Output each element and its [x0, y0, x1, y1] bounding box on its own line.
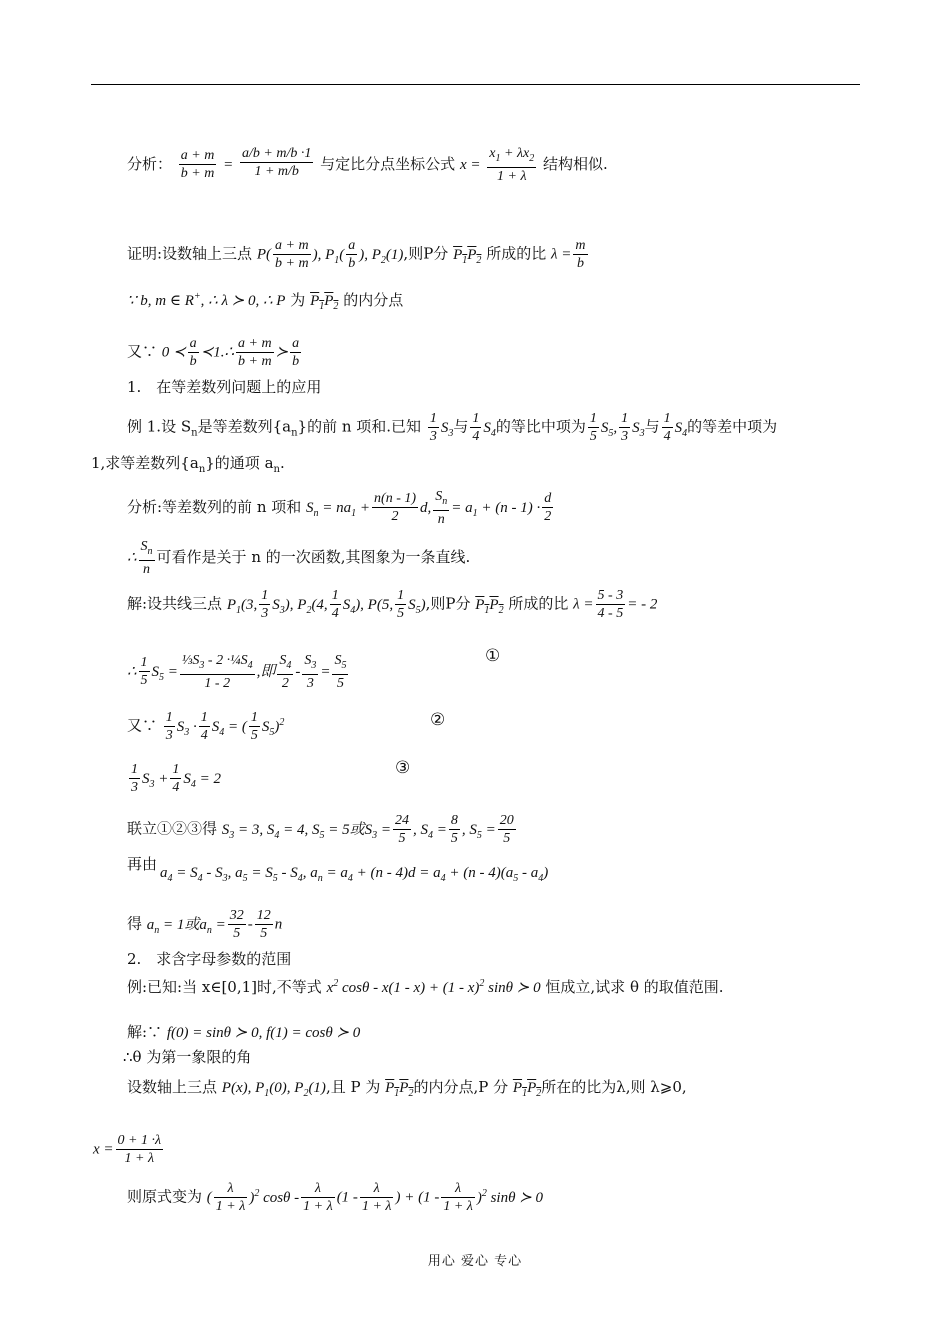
solution-line: 解:设共线三点 $P_1(3$, $\frac{1}{3}$ $S_3$), $P_2(4$, $\frac{1}{4}$ $S_4$), P(5, $\frac{1}{5}$ $S_5$),则P分 $P_1P_2$ 所成的比 λ = $\frac{5 - 3}{4 - 5}$ = - 2: [127, 588, 658, 621]
proof-line: 证明:设数轴上三点 P( $\frac{a + m}{b + m}$ ), $P_1$( $\frac{a}{b}$ ), $P_2(1)$,则P分 $P_1P_2$ 所成的比 λ = $\frac{m}{b}$: [127, 238, 586, 271]
then-formula: $a_4 = S_4 - S_3$, $a_5 = S_5 - S_4$, $a_n = a_4 + (n - 4)d = a_4 + (n - 4)(a_5 - a_4)$: [160, 865, 549, 884]
axis-points-line: 设数轴上三点 P(x), $P_1(0)$, $P_2(1)$,且 P 为 $P_1P_2$的内分点,P 分 $P_1P_2$所在的比为λ,则 λ⩾0,: [127, 1078, 687, 1099]
quadrant-line: ∴θ 为第一象限的角: [123, 1048, 252, 1066]
analysis-line-2: 分析:等差数列的前 n 项和 $S_n = na_1$ + $\frac{n(n - 1)}{2}$ d, $\frac{S_n}{n}$ = $a_1 + (n - 1)$ · $\frac{d}{2}$: [127, 489, 552, 527]
circled-2: ②: [430, 710, 446, 730]
circled-3: ③: [395, 758, 411, 778]
example-1-line-2: 1,求等差数列$\{a_n\}$的通项 $a_n$.: [91, 454, 285, 475]
equation-2: 又∵ $\frac{1}{3}$ $S_3$ · $\frac{1}{4}$ $S_4$ = ( $\frac{1}{5}$ $S_5)^2$: [127, 710, 285, 743]
also-line: 又∵ 0 ≺ $\frac{a}{b}$ ≺1.∴ $\frac{a + m}{b + m}$ ≻ $\frac{a}{b}$: [127, 336, 300, 369]
equation-3: $\frac{1}{3}$ $S_3$ + $\frac{1}{4}$ $S_4 = 2$: [131, 762, 221, 795]
result-line: 得 $a_n = 1$或$a_n$ = $\frac{32}{5}$ - $\frac{12}{5}$ n: [127, 908, 283, 941]
circled-1: ①: [485, 646, 501, 666]
example-2-line: 例:已知:当 x∈[0,1]时,不等式 $x^2$ cosθ - x(1 - x) + (1 - x)$^2$ sinθ ≻ 0 恒成立,试求 θ 的取值范围.: [127, 978, 724, 996]
section-1-title: 1. 在等差数列问题上的应用: [127, 378, 322, 396]
x-formula: x = $\frac{0 + 1 \cdot\lambda}{1 + \lambda}$: [93, 1133, 162, 1166]
since-line: ∵ b, m ∈ R+, ∴ λ ≻ 0, ∴ P 为 $P_1P_2$ 的内分点: [127, 291, 404, 312]
header-rule: [91, 84, 860, 85]
therefore-line: ∴ $\frac{S_n}{n}$ 可看作是关于 n 的一次函数,其图象为一条直线.: [127, 539, 471, 577]
solution-2-line: 解:∵ f(0) = sinθ ≻ 0, f(1) = cosθ ≻ 0: [127, 1023, 361, 1041]
equation-1: ∴ $\frac{1}{5}$ $S_5$ = $\frac{\frac{1}{3}S_3 - 2 \cdot\frac{1}{4}S_4}{1 - 2}$ ,即 $\frac{S_4}{2}$ - $\frac{S_3}{3}$ = $\frac{S_5}{5}$: [127, 653, 347, 691]
then-line: 再由: [127, 855, 158, 873]
final-line: 则原式变为 ( $\frac{\lambda}{1 + \lambda}$ )$^2$ cosθ - $\frac{\lambda}{1 + \lambda}$ (1 - $\frac{\lambda}{1 + \lambda}$ ) + (1 - $\frac{\lambda}{1 + \lambda}$ )$^2$ sinθ ≻ 0: [127, 1181, 544, 1214]
page-footer: 用心 爱心 专心: [427, 1254, 523, 1269]
simultaneous-line: 联立①②③得 $S_3 = 3$, $S_4 = 4$, $S_5 = 5$或$S_3$ = $\frac{24}{5}$ , $S_4$ = $\frac{8}{5}$ , $S_5$ = $\frac{20}{5}$: [127, 813, 514, 846]
analysis-line-1: 分析： $\frac{a + m}{b + m}$ = $\frac{a/b + m/b \cdot 1}{1 + m/b}$ 与定比分点坐标公式 x = $\frac{x_1 + \lambda x_2}{1 + \lambda}$ 结构相似.: [127, 146, 608, 184]
section-2-title: 2. 求含字母参数的范围: [127, 950, 292, 968]
example-1-line: 例 1.设 $S_n$是等差数列$\{a_n\}$的前 n 项和.已知 $\frac{1}{3}$ $S_3$与 $\frac{1}{4}$ $S_4$的等比中项为 $\frac{1}{5}$ $S_5$, $\frac{1}{3}$ $S_3$与 $\frac{1}{4}$ $S_4$的等差中项为: [127, 411, 778, 444]
